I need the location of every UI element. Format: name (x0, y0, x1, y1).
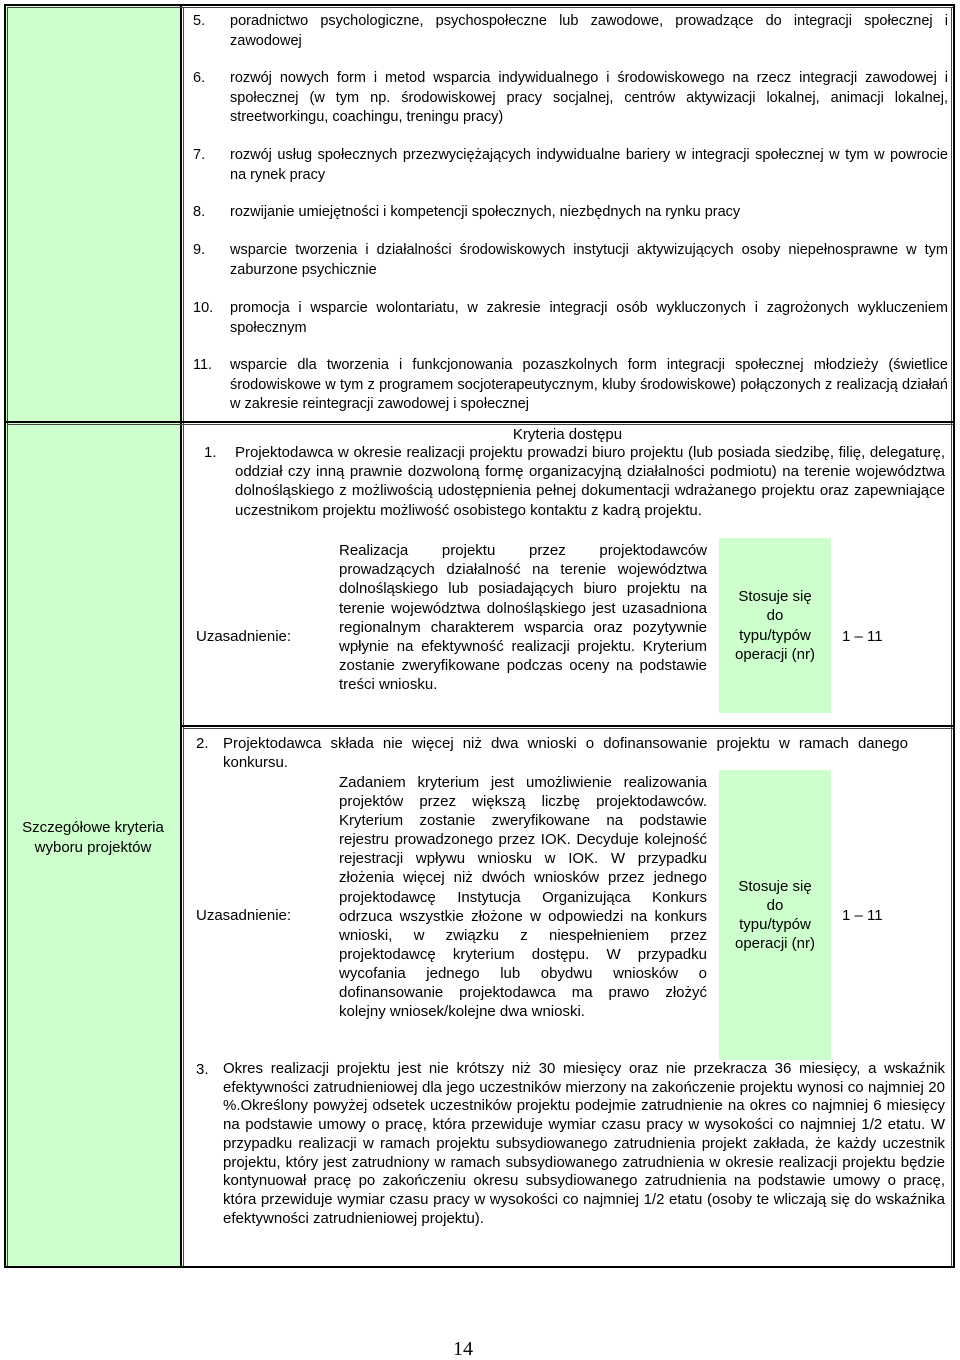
list-item-text: wsparcie dla tworzenia i funkcjonowania pozaszkolnych form integracji społecznej młodzieży (świetlice środowiskowe w tym z programem socjoterapeutycznym, kluby środowiskowe) połączonych z realizacją działań w zakresie reintegracji zawodowej i społecznej (230, 357, 948, 412)
inner-border-col (183, 7, 184, 1266)
list-item-text: rozwój usług społecznych przezwyciężających indywidualne bariery w integracji społecznej w tym w powrocie na rynek pracy (230, 147, 948, 183)
list-item-10 (193, 299, 948, 338)
left-label-column (5, 5, 180, 1268)
criterion-3-text: Okres realizacji projektu jest nie krótszy niż 30 miesięcy oraz nie przekracza 36 miesięcy, a wskaźnik efektywności zatrudnieniowej dla jego uczestników mierzony na zakończenie projektu wynosi co najmniej 20 %.Określony powyżej odsetek uczestników projektu podejmie zatrudnienie na okres co najmniej 6 miesięcy na podstawie umowy o pracę, która przewiduje wymiar czasu pracy w wysokości co najmniej 1/2 etatu. W przypadku realizacji w ramach projektu subsydiowanego zatrudnienia projekt zakłada, że każdy uczestnik projektu, który jest zatrudniony w ramach subsydiowanego zatrudnienia w okresie realizacji projektu będzie kontynuował pracę po zakończeniu okresu subsydiowanego zatrudnienia na podstawie umowy o pracę, która przewiduje wymiar czasu pracy w wysokości co najmniej 1/2 etatu (osoby te wliczają się do wskaźnika efektywności zatrudnieniowej projektu). (223, 1060, 945, 1227)
list-item-8 (193, 203, 948, 223)
left-label-line2: wyboru projektów (34, 838, 152, 856)
criterion-1-applies-line3: typu/typów (739, 626, 811, 644)
list-item-9 (193, 241, 948, 280)
column-divider (180, 4, 182, 1268)
criterion-1-text: Projektodawca w okresie realizacji projektu prowadzi biuro projektu (lub posiada siedzibę, filię, delegaturę, oddział czy inną prawnie dozwoloną formę organizacyjną działalności podmiotu) na terenie województwa dolnośląskiego z możliwością udostępnienia pełnej dokumentacji wdrażanego projektu oraz zapewniające uczestnikom projektu możliwość osobistego kontaktu z kadrą projektu. (235, 444, 945, 519)
inner-border-top (7, 7, 953, 8)
table-border-bottom (4, 1266, 955, 1268)
criterion-2-applies-line2: do (766, 896, 784, 914)
inner-border-left (7, 7, 8, 1266)
criterion-2-number: 2. (196, 735, 209, 752)
criterion-1-applies (719, 538, 831, 713)
list-item-text: rozwój nowych form i metod wsparcia indywidualnego i środowiskowego na rzecz integracji zawodowej i społecznej (w tym np. środowiskowej pracy socjalnej, centrów aktywizacji lokalnej, animacji lokalnej, streetworkingu, coachingu, treningu pracy) (230, 70, 948, 125)
left-label-line1: Szczegółowe kryteria (22, 819, 164, 836)
list-item-6 (193, 69, 948, 128)
list-item-5 (193, 12, 948, 51)
table-border-left (4, 4, 6, 1268)
list-item-number: 5. (193, 13, 206, 29)
criterion-1-applies-line1: Stosuje się (738, 588, 812, 606)
list-item-number: 7. (193, 147, 206, 163)
criterion-2-text: Projektodawca składa nie więcej niż dwa wnioski o dofinansowanie projektu w ramach danego konkursu. (223, 735, 908, 772)
list-item-text: rozwijanie umiejętności i kompetencji społecznych, niezbędnych na rynku pracy (230, 204, 741, 220)
inner-border-right (951, 7, 952, 1266)
list-item-number: 6. (193, 70, 206, 86)
criterion-2-range: 1 – 11 (842, 907, 883, 924)
table-border-right (953, 4, 955, 1268)
criterion-2-applies (719, 770, 831, 1060)
criteria-heading: Kryteria dostępu (512, 426, 623, 443)
criterion-3-number: 3. (196, 1061, 209, 1078)
criterion-1-range: 1 – 11 (842, 628, 883, 645)
list-item-7 (193, 146, 948, 185)
table-border-top (4, 4, 955, 6)
criterion-1-justification: Realizacja projektu przez projektodawców prowadzących działalność na terenie województwa dolnośląskiego lub posiadających biuro projektu na terenie województwa dolnośląskiego jest uzasadniona regionalnym charakterem wsparcia oraz pozytywnie wpłynie na efektywność realizacji projektu. Kryterium zostanie zweryfikowane podczas oceny na podstawie treści wniosku. (339, 542, 707, 694)
criterion-1-applies-line2: do (766, 607, 784, 625)
list-item-number: 8. (193, 204, 206, 220)
row-divider (4, 421, 955, 423)
criterion-2-justification-label: Uzasadnienie: (196, 907, 292, 924)
list-item-text: poradnictwo psychologiczne, psychospołeczne lub zawodowe, prowadzące do integracji społecznej i zawodowej (230, 13, 948, 49)
list-item-number: 10. (193, 300, 214, 316)
criterion-2-applies-line3: typu/typów (739, 916, 811, 933)
criterion-2-applies-line1: Stosuje się (738, 877, 812, 895)
page-number: 14 (453, 1338, 473, 1360)
list-item-text: promocja i wsparcie wolontariatu, w zakresie integracji osób wykluczonych i zagrożonych wykluczeniem społecznym (230, 300, 948, 336)
criterion-2-justification: Zadaniem kryterium jest umożliwienie realizowania projektów przez większą liczbę projektodawców. Kryterium zostanie zweryfikowane na podstawie rejestru prowadzonego przez IOK. Decyduje kolejność rejestracji wpływu wniosku w IOK. W przypadku złożenia więcej niż dwóch wniosków przez jednego projektodawcę Instytucja Organizująca Konkurs odrzuca wszystkie złożone w odpowiedzi na konkurs wnioski, w związku z niespełnieniem przez projektodawcę kryterium dostępu. W przypadku wycofania jednego lub obydwu wniosków o dofinansowanie projektodawca ma prawo złożyć kolejny wniosek/kolejne dwa wnioski. (339, 774, 707, 1021)
criterion-1-justification-label: Uzasadnienie: (196, 628, 292, 645)
criterion-1-number: 1. (204, 444, 217, 461)
list-item-number: 11. (193, 357, 213, 373)
list-item-number: 9. (193, 242, 206, 258)
criterion-2-applies-line4: operacji (nr) (734, 935, 816, 953)
criterion-1-applies-line4: operacji (nr) (734, 645, 816, 663)
criteria-divider-inner (183, 728, 953, 729)
list-item-text: wsparcie tworzenia i działalności środowiskowych instytucji aktywizujących osoby niepełnosprawne w tym zaburzone psychicznie (230, 242, 948, 278)
criteria-divider (180, 725, 955, 727)
list-item-11 (193, 356, 948, 415)
left-label (8, 818, 178, 857)
